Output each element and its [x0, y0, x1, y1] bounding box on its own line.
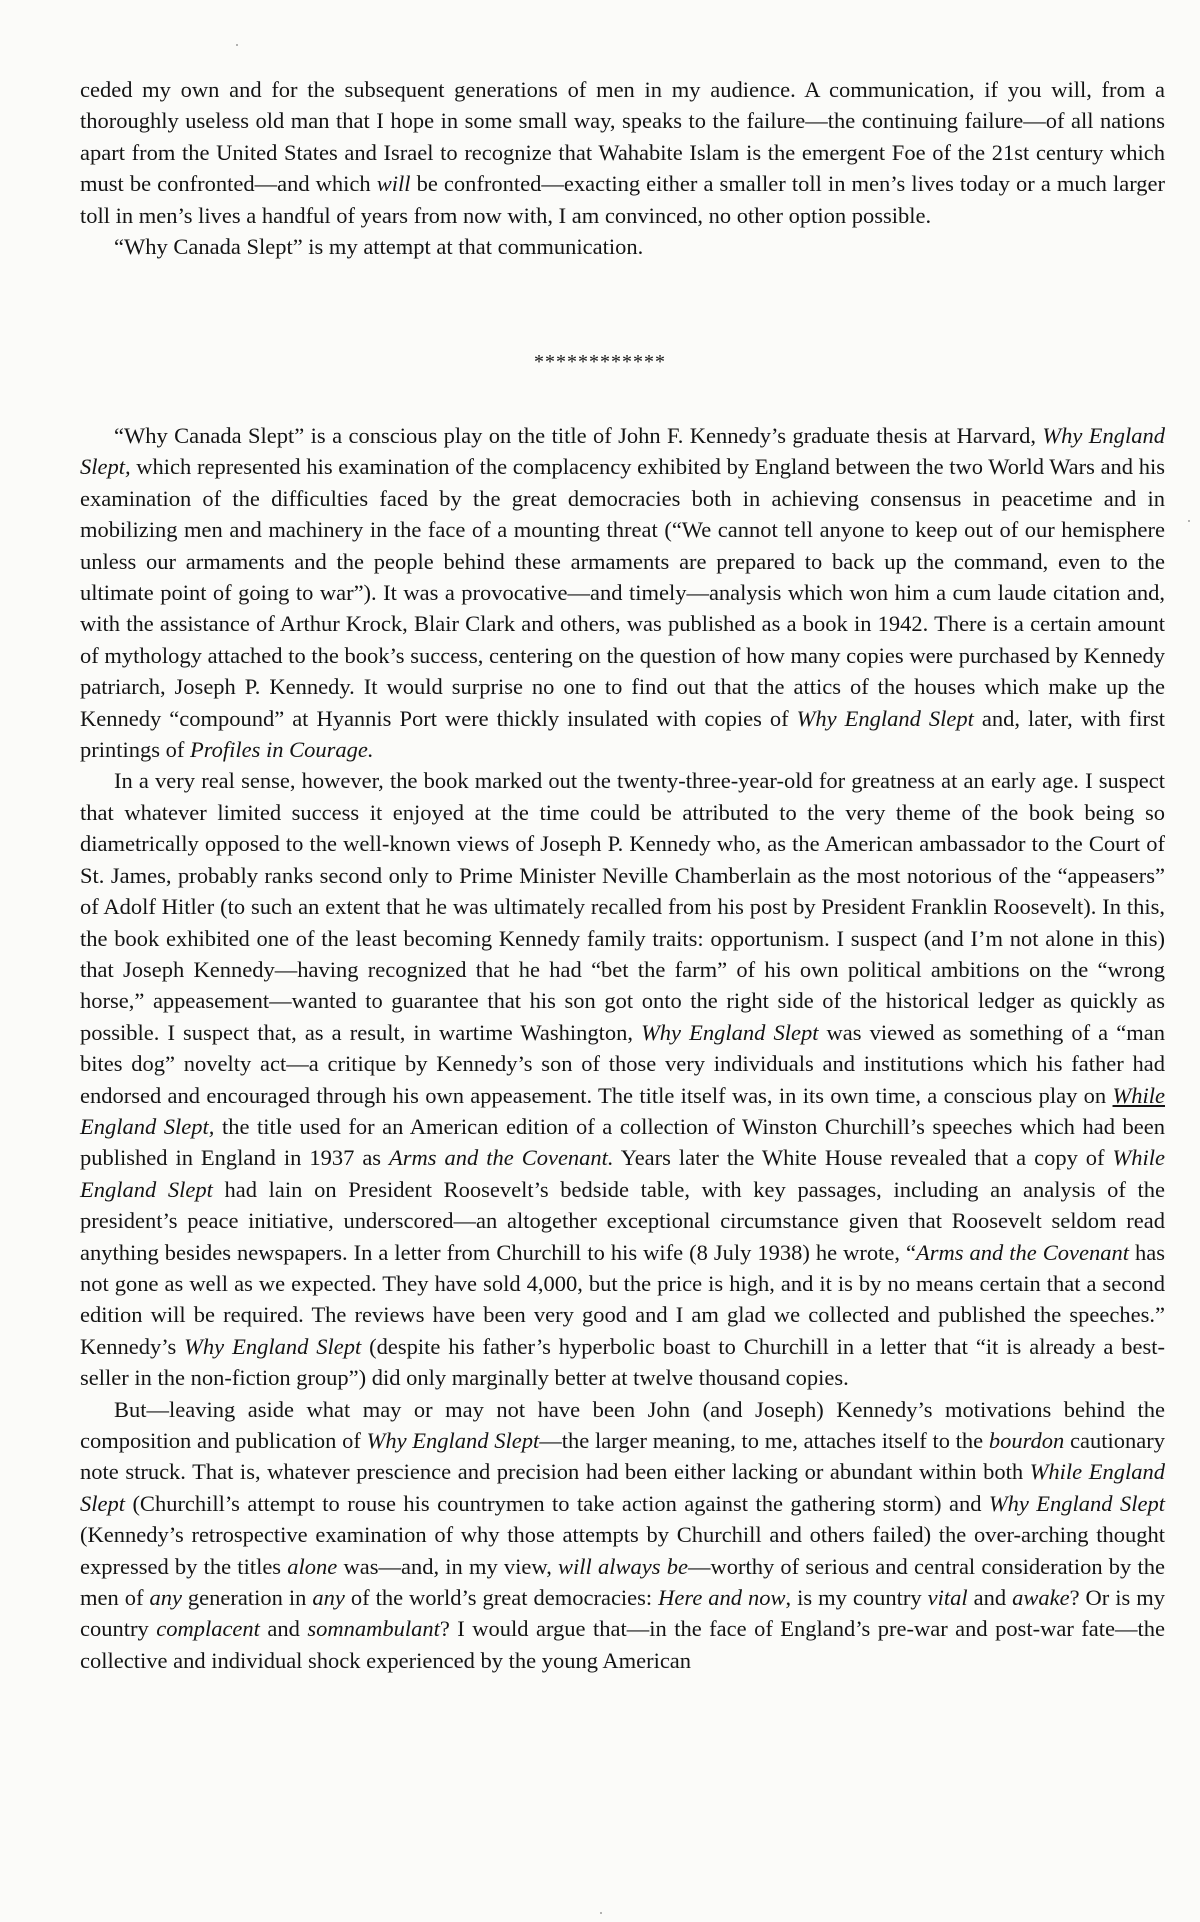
text-run: (Churchill’s attempt to rouse his countrymen to take action against the gathering storm) and: [125, 1490, 989, 1516]
italic-text-run: will: [376, 171, 411, 197]
scan-speck: [236, 44, 238, 46]
italic-text-run: awake: [1012, 1585, 1070, 1611]
italic-text-run: England Slept,: [80, 1113, 215, 1139]
text-run: which represented his examination of the complacency exhibited by England between the two World Wars and his examination of the difficulties faced by the great democracies both in achieving consensus in peacetime and in mobilizing men and machinery in the face of a mounting threat (“We cannot tell anyone to keep out of our hemisphere unless our armaments and the people behind these armaments are prepared to back up the command, even to the ultimate point of going to war”). It was a provocative—and timely—analysis which won him a cum laude citation and, with the assistance of Arthur Krock, Blair Clark and others, was published as a book in 1942. There is a certain amount of mythology attached to the book’s success, centering on the question of how many copies were purchased by Kennedy patriarch, Joseph P. Kennedy. It would surprise no one to find out that the attics of the houses which make up the Kennedy “compound” at Hyannis Port were thickly insulated with copies of: [80, 454, 1165, 731]
main-text-block: [80, 420, 1165, 1676]
text-run: —the larger meaning, to me, attaches itself to the: [539, 1428, 989, 1453]
italic-text-run: complacent: [156, 1616, 260, 1642]
text-run: “Why Canada Slept” is my attempt at that communication.: [114, 234, 644, 260]
italic-text-run: Here and now: [658, 1585, 786, 1611]
paragraph: [80, 231, 1165, 262]
section-separator: ************: [534, 351, 666, 373]
text-run: ceded my own and for the subsequent generations of men in my audience. A communication, if you will, from a thoroughly useless old man that I hope in some small way, speaks to the failure—the continuing failure—of all nations apart from the United States and Israel to recognize that Wahabite Islam is the emergent Foe of the 21st century which must be confronted—and which: [80, 77, 1165, 197]
paragraph: [80, 765, 1165, 1393]
text-run: generation in: [181, 1585, 313, 1611]
italic-text-run: Arms and the Covenant: [915, 1239, 1129, 1265]
text-run: “Why Canada Slept” is a conscious play on the title of John F. Kennedy’s graduate thesis at Harvard,: [114, 423, 1043, 448]
italic-text-run: any: [149, 1585, 182, 1611]
text-run: (despite his father’s hyperbolic boast to Churchill in a letter that “it is already a best-seller in the non-fiction group”) did only marginally better at twelve thousand copies.: [80, 1333, 1166, 1391]
italic-text-run: Why England Slept: [796, 705, 974, 731]
italic-text-run: Why England Slept: [366, 1428, 540, 1453]
text-run: (Kennedy’s retrospective examination of why those attempts by Churchill and others failed) the over-arching thought expressed by the titles: [80, 1522, 1165, 1579]
italic-text-run: Arms and the Covenant.: [389, 1145, 614, 1171]
text-run: and, later, with first printings of: [80, 705, 1165, 763]
text-run: Years later the White House revealed that a copy of: [613, 1145, 1113, 1171]
paragraph: [80, 74, 1165, 231]
text-run: the title used for an American edition of a collection of Winston Churchill’s speeches which had been published in England in 1937 as: [80, 1113, 1165, 1171]
italic-text-run: any: [312, 1585, 345, 1611]
italic-text-run: While: [1112, 1082, 1165, 1108]
text-run: be confronted—exacting either a smaller toll in men’s lives today or a much larger toll in men’s lives a handful of years from now with, I am convinced, no other option possible.: [80, 171, 1166, 228]
text-run: —worthy of serious and central consideration by the men of: [80, 1553, 1165, 1611]
text-run: ? Or is my country: [80, 1585, 1166, 1642]
text-run: of the world’s great democracies:: [344, 1585, 659, 1611]
text-run: , is my country: [785, 1585, 928, 1611]
italic-text-run: While England Slept: [80, 1145, 1165, 1202]
text-run: and: [967, 1585, 1013, 1611]
text-run: was viewed as something of a “man bites dog” novelty act—a critique by Kennedy’s son of those very individuals and institutions which his father had endorsed and encouraged through his own appeasement. The title itself was, in its own time, a conscious play on: [80, 1019, 1165, 1108]
paragraph: [80, 420, 1165, 765]
italic-text-run: Why England Slept: [988, 1490, 1165, 1516]
top-text-block: [80, 74, 1165, 262]
text-run: and: [259, 1616, 308, 1642]
text-run: ? I would argue that—in the face of England’s pre-war and post-war fate—the collective and individual shock experienced by the young American: [80, 1616, 1165, 1673]
italic-text-run: While England Slept: [80, 1459, 1166, 1516]
italic-text-run: somnambulant: [307, 1616, 440, 1642]
italic-text-run: Why England Slept: [641, 1019, 819, 1045]
text-run: In a very real sense, however, the book marked out the twenty-three-year-old for greatness at an early age. I suspect that whatever limited success it enjoyed at the time could be attributed to the very theme of the book being so diametrically opposed to the well-known views of Joseph P. Kennedy who, as the American ambassador to the Court of St. James, probably ranks second only to Prime Minister Neville Chamberlain as the most notorious of the “appeasers” of Adolf Hitler (to such an extent that he was ultimately recalled from his post by President Franklin Roosevelt). In this, the book exhibited one of the least becoming Kennedy family traits: opportunism. I suspect (and I’m not alone in this) that Joseph Kennedy—having recognized that he had “bet the farm” of his own political ambitions on the “wrong horse,” appeasement—wanted to guarantee that his son got onto the right side of the historical ledger as quickly as possible. I suspect that, as a result, in wartime Washington,: [80, 768, 1165, 1045]
italic-text-run: will always be: [558, 1553, 688, 1579]
italic-text-run: vital: [927, 1585, 968, 1611]
italic-text-run: Profiles in Courage.: [190, 737, 374, 763]
text-run: has not gone as well as we expected. They have sold 4,000, but the price is high, and it is by no means certain that a second edition will be required. The reviews have been very good and I am glad we collected and published the speeches.” Kennedy’s: [80, 1239, 1165, 1359]
italic-text-run: bourdon: [988, 1428, 1065, 1453]
paragraph: [80, 1394, 1165, 1677]
scan-speck: [1188, 520, 1190, 522]
italic-text-run: alone: [287, 1553, 338, 1579]
text-run: But—leaving aside what may or may not have been John (and Joseph) Kennedy’s motivations behind the composition and publication of: [80, 1396, 1165, 1453]
scan-speck: [600, 1912, 602, 1914]
text-run: was—and, in my view,: [337, 1553, 559, 1579]
text-run: had lain on President Roosevelt’s bedside table, with key passages, including an analysis of the president’s peace initiative, underscored—an altogether exceptional circumstance given that Roosevelt seldom read anything besides newspapers. In a letter from Churchill to his wife (8 July 1938) he wrote, “: [80, 1176, 1166, 1265]
italic-text-run: Why England Slept: [184, 1333, 362, 1359]
text-run: cautionary note struck. That is, whatever prescience and precision had been either lacking or abundant within both: [80, 1428, 1165, 1485]
italic-text-run: Why England Slept,: [80, 423, 1165, 480]
